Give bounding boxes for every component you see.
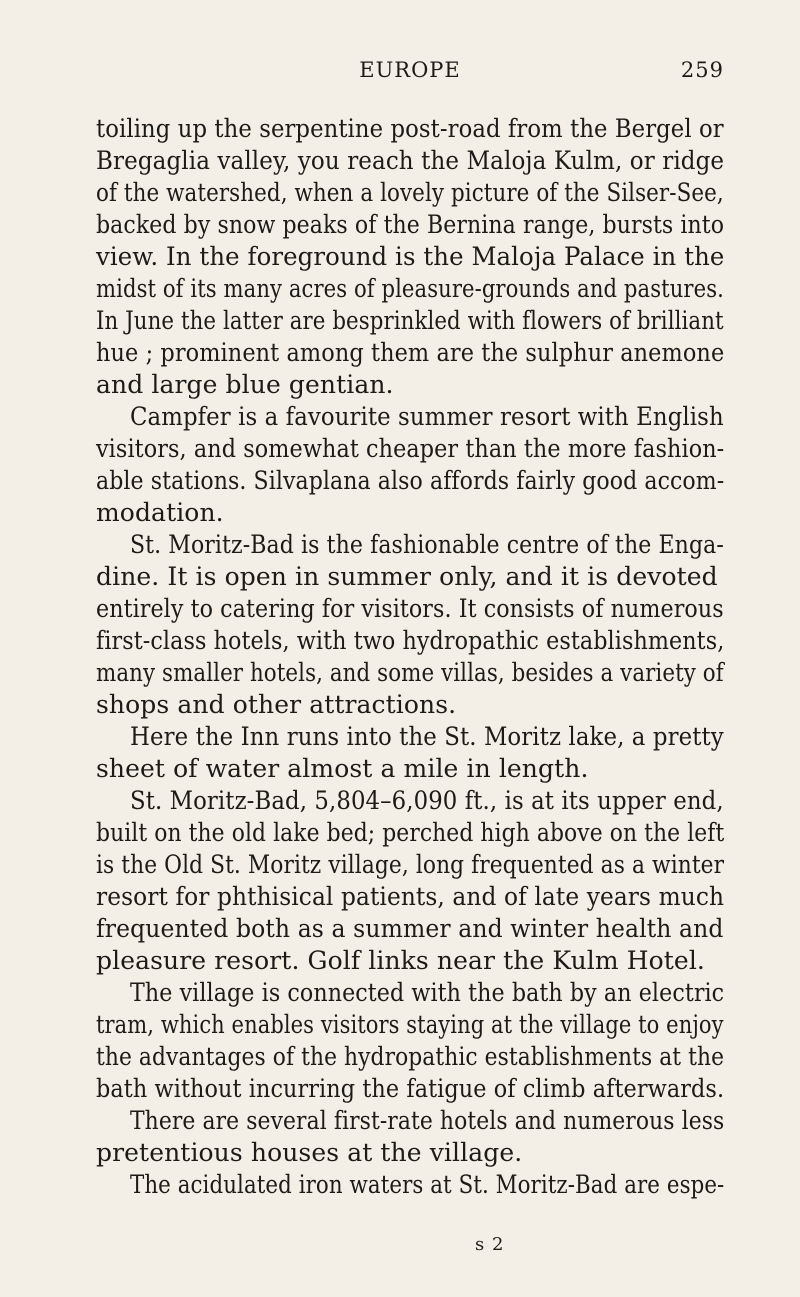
text-line: midst of its many acres of pleasure-grounds and pastures. (96, 274, 724, 303)
text-line: St. Moritz-Bad is the fashionable centre of the Enga- (130, 530, 724, 559)
text-line: visitors, and somewhat cheaper than the more fashion- (96, 434, 725, 463)
text-line: entirely to catering for visitors. It consists of numerous (96, 594, 724, 623)
text-line: bath without incurring the fatigue of climb afterwards. (96, 1074, 725, 1103)
text-line: Bregaglia valley, you reach the Maloja Kulm, or ridge (96, 146, 725, 175)
text-line: of the watershed, when a lovely picture of the Silser-See, (96, 178, 724, 207)
text-line: pleasure resort. Golf links near the Kulm Hotel. (96, 946, 705, 975)
text-line: dine. It is open in summer only, and it is devoted (96, 562, 718, 591)
running-title: EUROPE (359, 58, 461, 82)
text-line: sheet of water almost a mile in length. (96, 754, 589, 783)
text-line: and large blue gentian. (96, 370, 394, 399)
text-line: built on the old lake bed; perched high above on the left (96, 818, 725, 847)
page-number: 259 (680, 58, 724, 82)
text-line: Campfer is a favourite summer resort with English (130, 402, 724, 431)
text-line: The village is connected with the bath by an electric (130, 978, 725, 1007)
text-line: tram, which enables visitors staying at the village to enjoy (96, 1010, 724, 1039)
signature-mark: s 2 (475, 1234, 505, 1255)
text-line: toiling up the serpentine post-road from the Bergel or (96, 114, 724, 143)
text-line: The acidulated iron waters at St. Moritz-Bad are espe- (130, 1170, 725, 1199)
text-line: shops and other attractions. (96, 690, 457, 719)
text-line: hue ; prominent among them are the sulphur anemone (96, 338, 725, 367)
text-line: Here the Inn runs into the St. Moritz lake, a pretty (130, 722, 724, 751)
text-line: In June the latter are besprinkled with flowers of brilliant (96, 306, 724, 335)
text-line: pretentious houses at the village. (96, 1138, 523, 1167)
text-line: the advantages of the hydropathic establishments at the (96, 1042, 725, 1071)
running-head (96, 58, 724, 86)
text-line: view. In the foreground is the Maloja Palace in the (96, 242, 725, 271)
text-line: modation. (96, 498, 224, 527)
text-line: frequented both as a summer and winter health and (96, 914, 724, 943)
text-line: There are several first-rate hotels and numerous less (130, 1106, 725, 1135)
text-line: St. Moritz-Bad, 5,804–6,090 ft., is at its upper end, (130, 786, 724, 815)
text-line: resort for phthisical patients, and of late years much (96, 882, 725, 911)
text-line: backed by snow peaks of the Bernina range, bursts into (96, 210, 725, 239)
text-line: many smaller hotels, and some villas, besides a variety of (96, 658, 724, 687)
text-line: first-class hotels, with two hydropathic establishments, (96, 626, 725, 655)
text-line: is the Old St. Moritz village, long frequented as a winter (96, 850, 725, 879)
text-line: able stations. Silvaplana also affords fairly good accom- (96, 466, 725, 495)
